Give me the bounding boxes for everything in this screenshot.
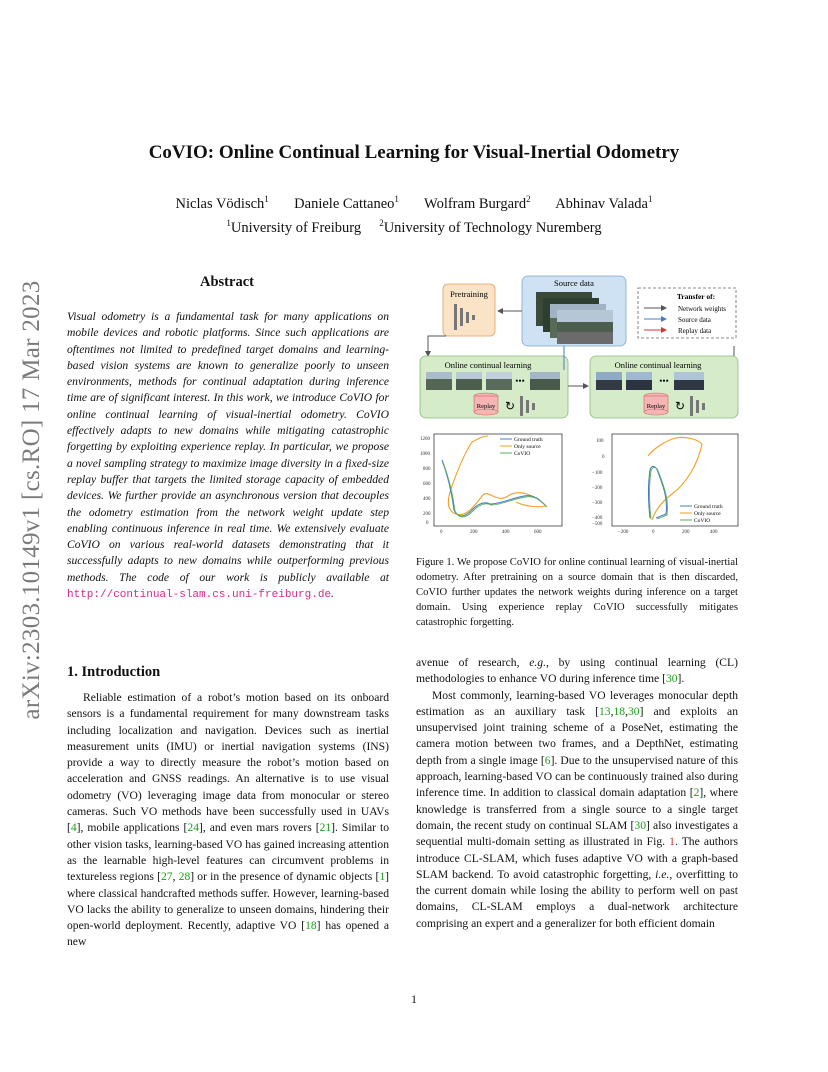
svg-text:−500: −500 [592, 522, 603, 527]
svg-text:800: 800 [423, 467, 431, 472]
abstract-heading: Abstract [200, 274, 254, 290]
svg-text:1000: 1000 [420, 452, 430, 457]
svg-text:Only source: Only source [514, 444, 541, 450]
abstract-text: Visual odometry is a fundamental task for many applications on mobile devices and robotic platforms. Since such applications are oftentimes not limited to predefined target domains and learning-based vision systems are known to generalize poorly to unseen environments, methods for continual adaptation during inference time are of significant interest. In this work, we introduce CoVIO for online continual learning of visual-inertial odometry. CoVIO effectively adapts to new domains while mitigating catastrophic forgetting by exploiting experience replay. In particular, we propose a novel sampling strategy to maximize image diversity in a fixed-size replay buffer that targets the limited storage capacity of embedded devices. We further provide an asynchronous version that decouples the odometry estimation from the network weight update step enabling continuous inference in real time. We extensively evaluate CoVIO on various real-world datasets demonstrating that it successfully adapts to new domains while outperforming previous methods. The code of our work is publicly available at http://continual-slam.cs.uni-freiburg.de. [67, 310, 389, 602]
trajectory-plot-2 [592, 434, 738, 535]
arxiv-sidebar-stamp: arXiv:2303.10149v1 [cs.RO] 17 Mar 2023 [18, 280, 45, 720]
trajectory-plot-1 [420, 434, 562, 535]
svg-text:400: 400 [710, 530, 718, 535]
section-heading-introduction: 1. Introduction [67, 664, 161, 680]
page-number: 1 [411, 992, 417, 1006]
intro-paragraph-1: Reliable estimation of a robot’s motion based on its onboard sensors is a fundamental requirement for many downstream tasks including localization and navigation. Devices such as inertial measurement units (IMU) or inertial navigation systems (INS) provide a way to directly measure the robot’s motion based on acceleration and GNSS readings. An alternative is to use visual odometry (VO) leveraging image data from monocular or stereo cameras. Such VO methods have been successfully used in UAVs [4], mobile applications [24], and even mars rovers [21]. Similar to other vision tasks, learning-based VO has gained increasing attention as the learnable high-level features can circumvent problems in textureless regions [27, 28] or in the presence of dynamic objects [1] where classical handcrafted methods suffer. However, learning-based VO lacks the ability to generalize to unseen domains, hindering their open-world deployment. Recently, adaptive VO [18] has opened a new [67, 691, 390, 949]
svg-text:•••: ••• [659, 376, 669, 386]
svg-text:Ground truth: Ground truth [514, 437, 543, 443]
svg-text:0: 0 [652, 530, 655, 535]
citation-link[interactable]: 30 [634, 818, 646, 832]
paper-title: CoVIO: Online Continual Learning for Visual-Inertial Odometry [148, 142, 680, 163]
citation-link[interactable]: 27 [160, 870, 173, 884]
author-name: Wolfram Burgard [424, 195, 527, 212]
svg-text:Source data: Source data [678, 316, 711, 324]
svg-text:400: 400 [502, 530, 510, 535]
svg-text:Only source: Only source [694, 511, 721, 517]
svg-text:400: 400 [423, 497, 431, 502]
figure-caption: Figure 1. We propose CoVIO for online continual learning of visual-inertial odometry. After pretraining on a source domain that is then discarded, CoVIO further updates the network weights during inference on a target domain. Using experience replay CoVIO successfully mitigates catastrophic forgetting. [416, 557, 738, 628]
svg-text:Network weights: Network weights [678, 305, 727, 313]
affiliations: $^1$University of Freiburg $^2$University of Technology Nuremberg [226, 218, 602, 236]
svg-text:200: 200 [423, 512, 431, 517]
svg-text:CoVIO: CoVIO [694, 518, 711, 524]
svg-text:−400: −400 [592, 516, 603, 521]
svg-text:0: 0 [440, 530, 443, 535]
intro-right-column: avenue of research, e.g., by using continual learning (CL) methodologies to enhance VO during inference time [30]. Most commonly, learning-based VO leverages monocular depth estimation as an auxiliary task [13,18,30] and exploits an unsupervised joint training scheme of a PoseNet, estimating the camera motion between two frames, and a DepthNet, estimating depth from a single image [6]. Due to the unsupervised nature of this approach, learning-based VO can be continuously trained also during inference time. In addition to classical domain adaptation [2], where knowledge is transferred from a single source to a single target domain, the recent study on continual SLAM [30] also investigates a sequential multi-domain setting as illustrated in Fig. 1. The authors introduce CL-SLAM, which fuses adaptive VO with a graph-based SLAM backend. To avoid catastrophic forgetting, i.e., overfitting to the current domain while losing the ability to perform well on past domains, CL-SLAM employs a dual-network architecture comprising an expert and a generalizer for both efficient domain [416, 656, 739, 930]
citation-link[interactable]: 13 [598, 704, 611, 718]
svg-text:600: 600 [423, 482, 431, 487]
svg-text:Replay data: Replay data [678, 327, 712, 335]
svg-text:1200: 1200 [420, 437, 430, 442]
svg-text:200: 200 [682, 530, 690, 535]
svg-text:0: 0 [426, 521, 429, 526]
citation-link[interactable]: 24 [187, 821, 199, 835]
svg-text:Ground truth: Ground truth [694, 504, 723, 510]
code-url-link[interactable]: http://continual-slam.cs.uni-freiburg.de [67, 589, 332, 602]
svg-text:0: 0 [602, 455, 605, 460]
svg-text:•••: ••• [515, 376, 525, 386]
svg-text:−300: −300 [592, 501, 603, 506]
citation-link[interactable]: 2 [693, 786, 700, 800]
figure-link[interactable]: 1 [669, 835, 675, 849]
citation-link[interactable]: 28 [178, 870, 191, 884]
author-name: Abhinav Valada [555, 195, 648, 212]
figure-1 [416, 274, 742, 544]
author-list: Niclas Vödisch$^1$ Daniele Cattaneo$^1$ Wolfram Burgard$^2$ Abhinav Valada$^1$ [175, 194, 653, 212]
svg-text:−100: −100 [592, 471, 603, 476]
svg-text:↻: ↻ [504, 399, 516, 413]
svg-text:100: 100 [596, 439, 604, 444]
svg-text:Transfer of:: Transfer of: [676, 292, 716, 301]
svg-text:↻: ↻ [674, 399, 686, 413]
author-name: Niclas Vödisch [175, 195, 265, 212]
svg-text:Online continual learning: Online continual learning [444, 360, 532, 370]
citation-link[interactable]: 18 [613, 704, 626, 718]
citation-link[interactable]: 4 [70, 821, 77, 835]
svg-text:600: 600 [534, 530, 542, 535]
citation-link[interactable]: 1 [379, 870, 386, 884]
citation-link[interactable]: 30 [627, 704, 640, 718]
author-name: Daniele Cattaneo [294, 195, 395, 212]
citation-link[interactable]: 30 [665, 672, 678, 686]
svg-text:Replay: Replay [476, 403, 496, 410]
svg-text:Online continual learning: Online continual learning [614, 360, 702, 370]
citation-link[interactable]: 6 [544, 753, 551, 767]
svg-text:200: 200 [470, 530, 478, 535]
citation-link[interactable]: 21 [319, 821, 332, 835]
svg-text:CoVIO: CoVIO [514, 451, 531, 457]
svg-text:−200: −200 [618, 530, 629, 535]
svg-text:Replay: Replay [646, 403, 666, 410]
pretraining-label: Pretraining [450, 289, 488, 299]
citation-link[interactable]: 18 [305, 919, 317, 933]
source-data-label: Source data [554, 278, 594, 288]
svg-text:−200: −200 [592, 486, 603, 491]
